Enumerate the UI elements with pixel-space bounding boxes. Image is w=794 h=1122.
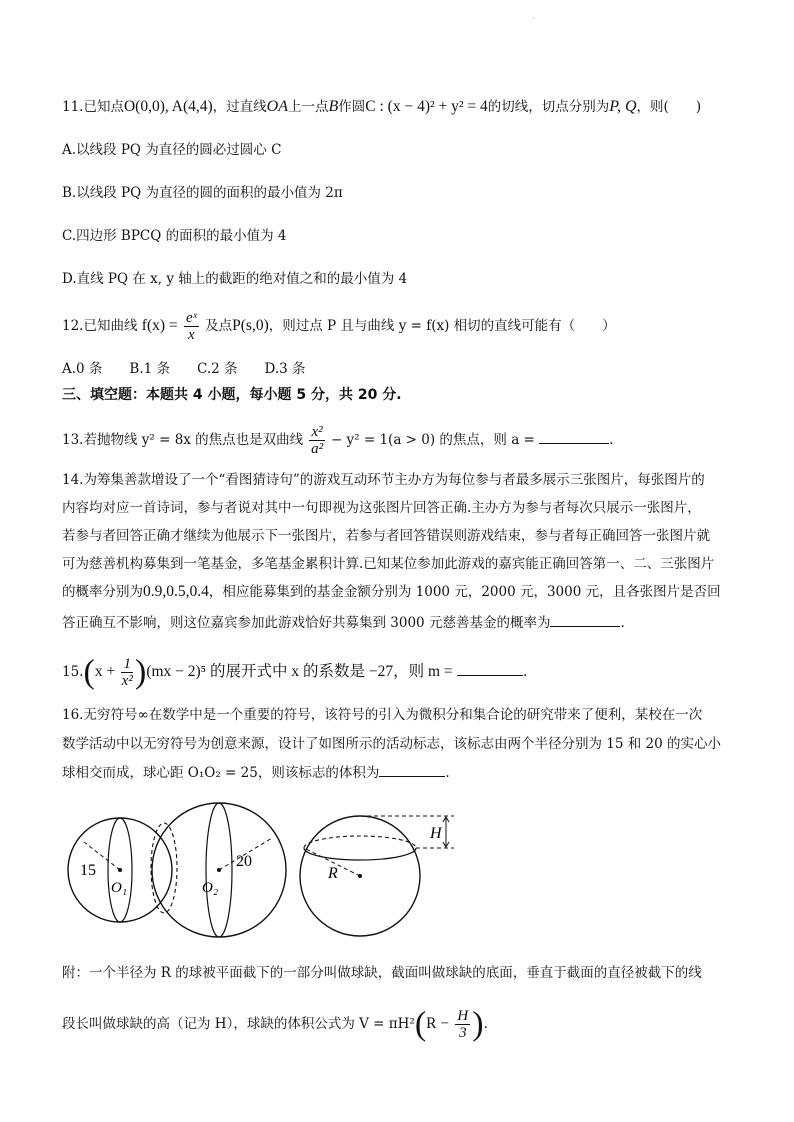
question-16-line-3: 球相交而成，球心距 O₁O₂ = 25，则该标志的体积为 . [62,762,450,784]
fraction-1-over-x2: $\frac{1}{\text{x²}}$ [121,656,133,689]
cap-base-front [304,848,416,860]
question-13: 13.若抛物线 y² = 8x 的焦点也是双曲线 $\frac{\text{x²}}{\text{a²}}$ − y² = 1(a > 0) 的焦点，则 a = . [62,424,614,457]
answer-blank-16[interactable] [379,762,445,777]
question-14-line-3: 若参与者回答正确才继续为他展示下一张图片，若参与者回答错误则游戏结束，参与者每正确回答一张图片就 [62,528,710,544]
page-marker: · [532,14,535,23]
question-11-option-a: A.以线段 PQ 为直径的圆必过圆心 C [62,142,282,158]
question-14-line-4: 可为慈善机构募集到一笔基金，多笔基金累积计算.已知某位参加此游戏的嘉宾能正确回答第一、二、三张图片 [62,556,715,572]
spherical-cap-figure [296,806,466,946]
intersection-circle [151,823,177,913]
question-16-line-1: 16.无穷符号∞在数学中是一个重要的符号，该符号的引入为微积分和集合论的研究带来了便利，某校在一次 [62,707,703,723]
cap-base-back [304,836,416,848]
question-11-option-d: D.直线 PQ 在 x, y 轴上的截距的绝对值之和的最小值为 4 [62,271,408,287]
note-line-1: 附：一个半径为 R 的球被平面截下的一部分叫做球缺，截面叫做球缺的底面，垂直于截面的直径被截下的线 [62,965,702,981]
answer-blank-14[interactable] [550,612,620,627]
label-o1: O₁ [111,880,128,896]
label-o2: O₂ [202,880,219,896]
label-h: H [430,825,442,842]
fraction-ex-over-x: $\frac{\text{eˣ}}{x}$ [185,310,197,343]
fraction-h-over-3: $\frac{H}{3}$ [457,1008,469,1041]
answer-blank-15[interactable] [457,661,523,676]
question-11-option-b: B.以线段 PQ 为直径的圆的面积的最小值为 2π [62,185,343,201]
fraction-x2-over-a2: $\frac{\text{x²}}{\text{a²}}$ [311,424,324,457]
question-11-stem: 11.已知点O(0,0), A(4,4)，过直线OA上一点B作圆C : (x − 4)² + y² = 4的切线，切点分别为P, Q，则( ) [62,98,702,115]
label-r: R [328,865,338,882]
intersecting-spheres-figure [64,800,294,950]
question-15: 15.(x + $\frac{1}{\text{x²}}$ )(mx − 2)⁵ 的展开式中 x 的系数是 −27，则 m = . [62,653,528,691]
section-3-heading: 三、填空题：本题共 4 小题，每小题 5 分，共 20 分. [62,387,402,403]
question-14-line-2: 内容均对应一首诗词，参与者说对其中一句即视为这张图片回答正确.主办方为参与者每次只展示一张图片， [62,500,701,516]
answer-blank-13[interactable] [539,429,609,444]
question-16-line-2: 数学活动中以无穷符号为创意来源，设计了如图所示的活动标志，该标志由两个半径分别为 15 和 20 的实心小 [62,736,722,752]
question-12-options: A.0 条 B.1 条 C.2 条 D.3 条 [62,361,306,377]
label-radius-15: 15 [80,862,96,879]
label-radius-20: 20 [236,853,252,870]
question-11-option-c: C.四边形 BPCQ 的面积的最小值为 4 [62,228,287,244]
note-line-2: 段长叫做球缺的高（记为 H），球缺的体积公式为 V = πH²(R − $\frac{H}{3}$ ). [62,1005,488,1043]
question-14-line-1: 14.为筹集善款增设了一个“看图猜诗句”的游戏互动环节主办方为每位参与者最多展示三张图片，每张图片的 [62,472,705,488]
question-14-line-6: 答正确互不影响，则这位嘉宾参加此游戏恰好共募集到 3000 元慈善基金的概率为 . [62,612,625,634]
question-12-stem: 12.已知曲线 f(x) = $\frac{\text{eˣ}}{x}$ 及点P(s,0)，则过点 P 且与曲线 y = f(x) 相切的直线可能有（ ） [62,310,616,343]
question-14-line-5: 的概率分别为0.9,0.5,0.4，相应能募集到的基金金额分别为 1000 元，2000 元，3000 元，且各张图片是否回 [62,583,721,600]
